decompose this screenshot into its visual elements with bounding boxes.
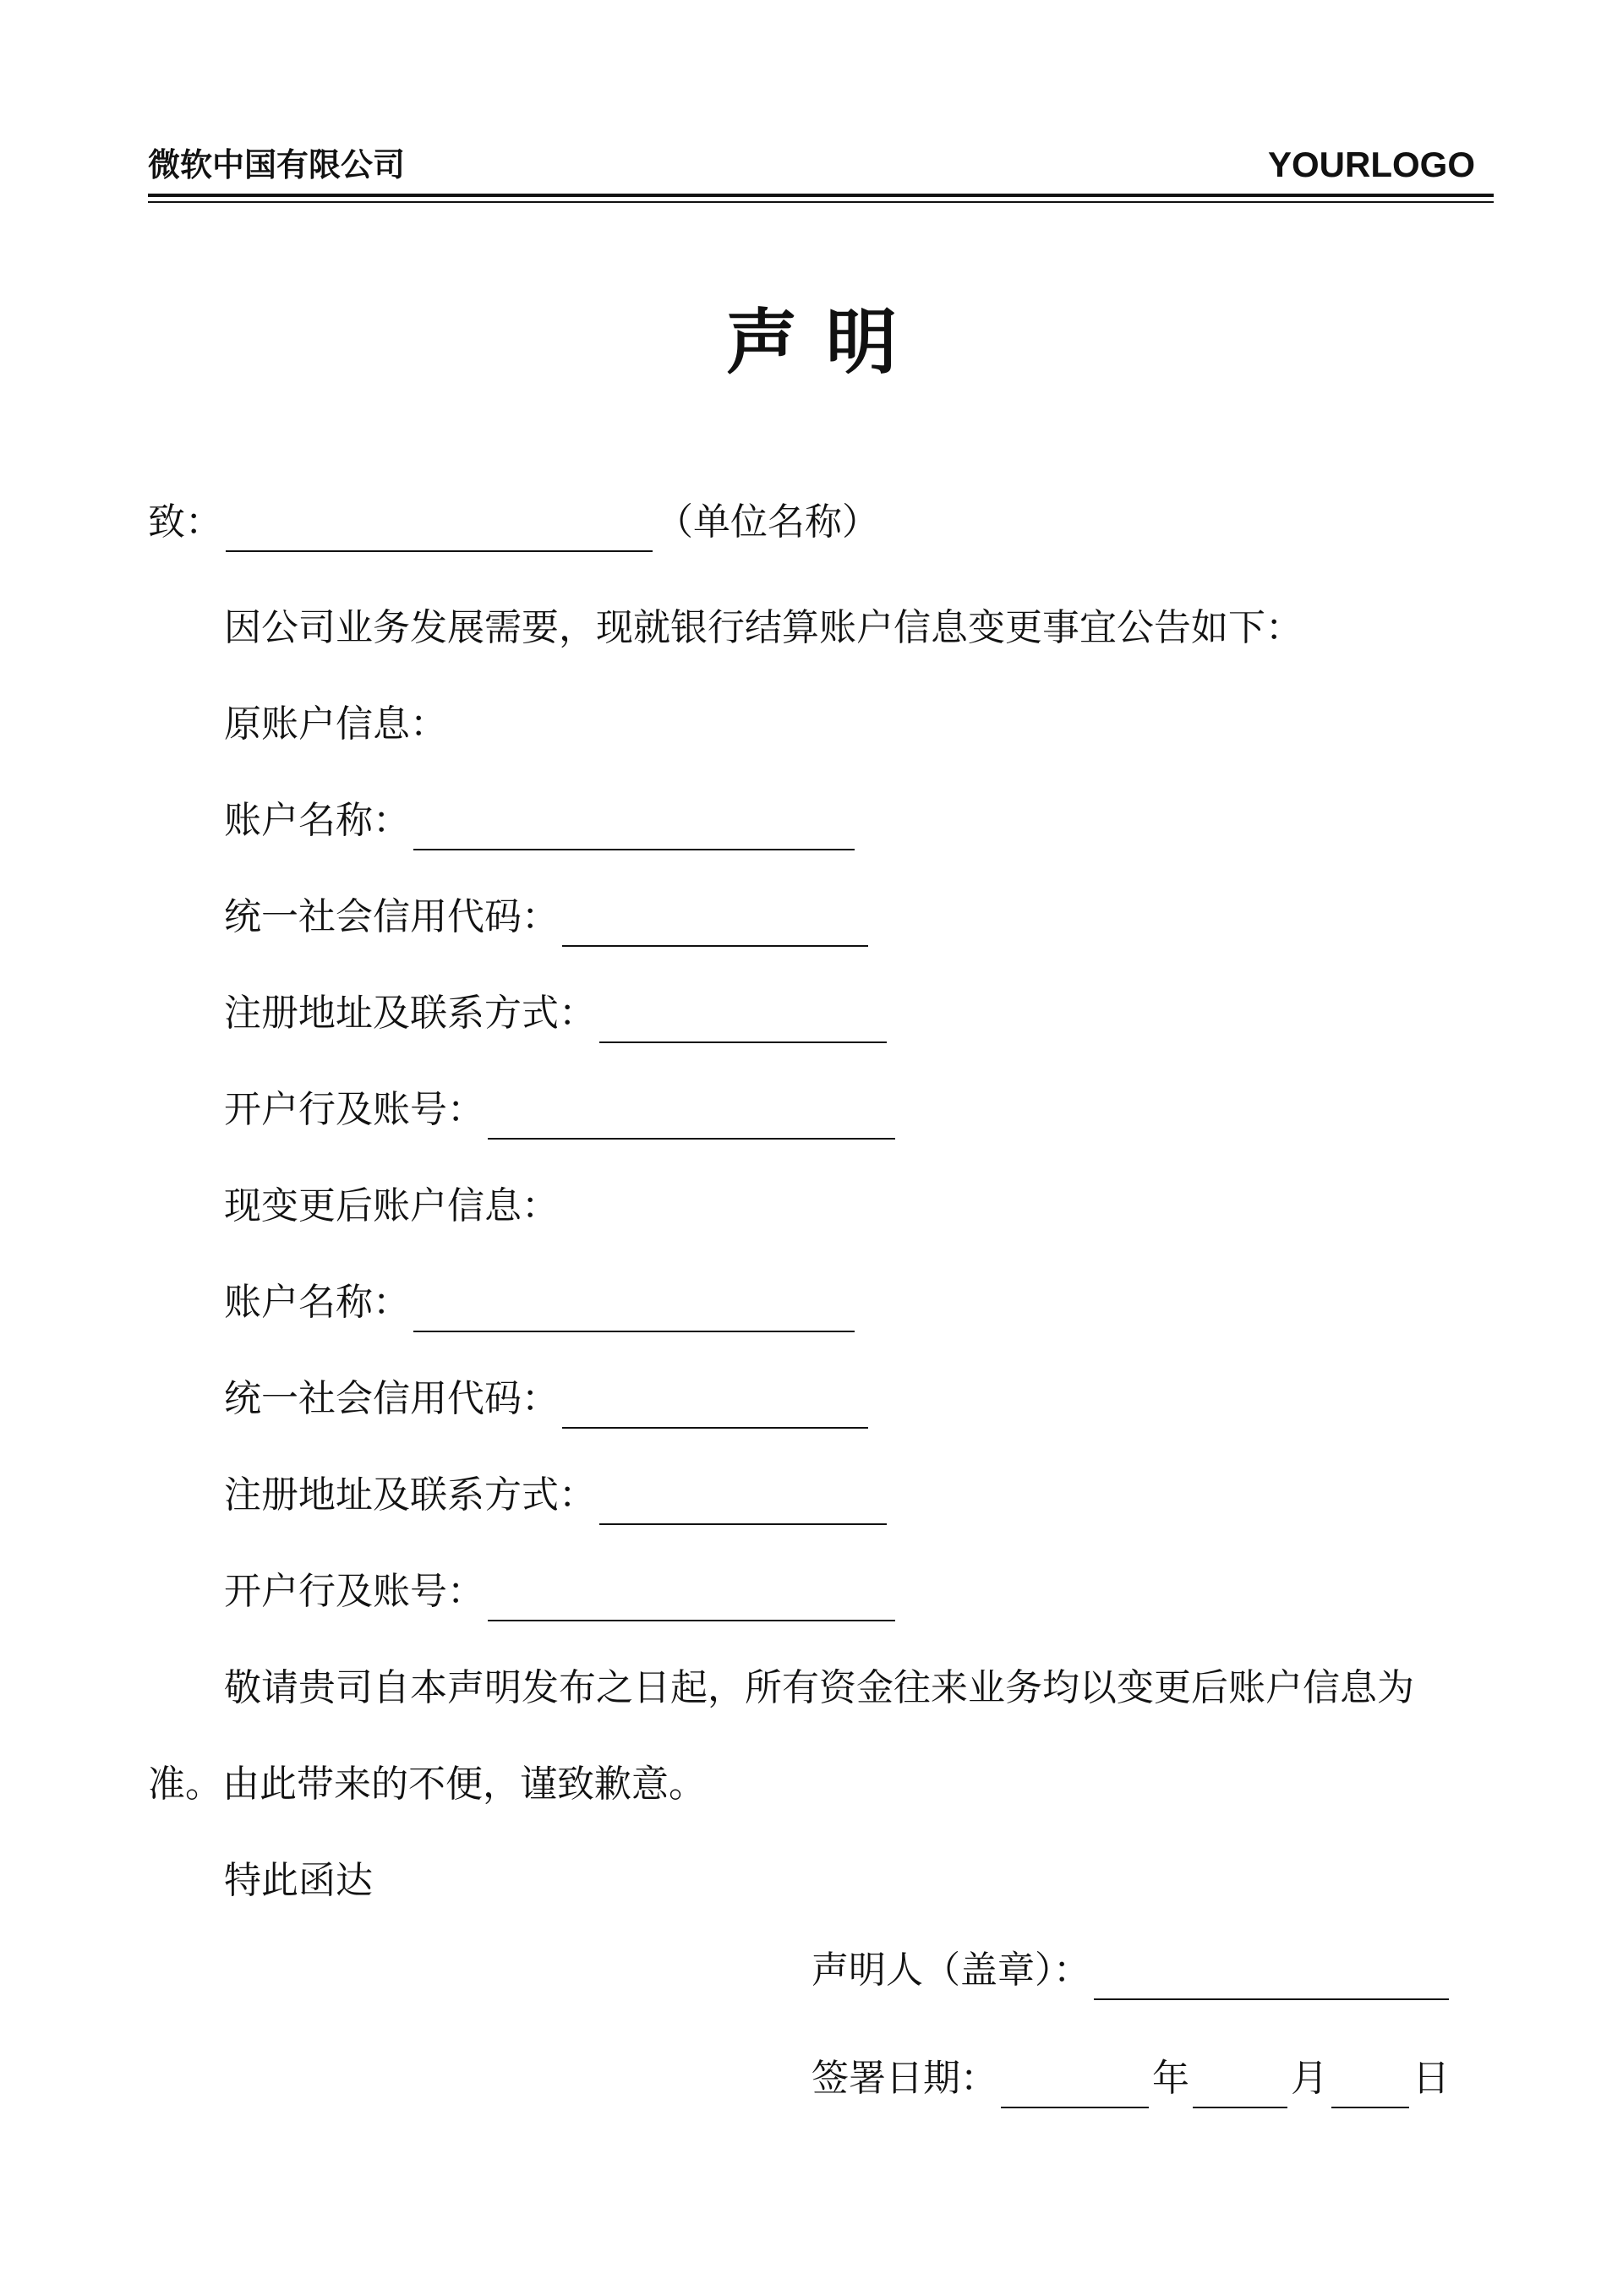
- header-company-name: 微软中国有限公司: [148, 146, 406, 183]
- original-credit-code-line: [224, 888, 872, 947]
- closing-line-1-text: 敬请贵司自本声明发布之日起，所有资金往来业务均以变更后账户信息为: [224, 1666, 1414, 1709]
- header-divider: [148, 194, 1494, 197]
- changed-address-label: 注册地址及联系方式：: [224, 1473, 596, 1517]
- changed-account-name-label: 账户名称：: [224, 1281, 410, 1324]
- header-logo: YOURLOGO: [1267, 145, 1475, 184]
- signing-date-line: [812, 2049, 1450, 2108]
- month-label: 月: [1291, 2057, 1328, 2100]
- original-account-name-blank: [413, 801, 855, 850]
- changed-address-blank: [599, 1476, 887, 1525]
- original-credit-code-blank: [562, 898, 868, 947]
- intro-paragraph: [224, 599, 1303, 658]
- recipient-blank: [226, 503, 653, 552]
- original-address-line: [224, 984, 890, 1043]
- changed-bank-blank: [488, 1572, 895, 1621]
- year-label: 年: [1152, 2057, 1189, 2100]
- changed-credit-code-blank: [562, 1380, 868, 1429]
- recipient-prefix: 致：: [148, 500, 222, 544]
- original-credit-code-label: 统一社会信用代码：: [224, 895, 559, 938]
- changed-address-line: [224, 1466, 890, 1525]
- changed-heading: [224, 1177, 559, 1236]
- declarant-blank: [1094, 1951, 1449, 2000]
- page-title: 声明: [725, 301, 926, 384]
- original-address-blank: [599, 994, 887, 1043]
- changed-bank-label: 开户行及账号：: [224, 1570, 484, 1613]
- recipient-line: [148, 493, 879, 552]
- regards-text: 特此函达: [224, 1859, 373, 1902]
- changed-bank-line: [224, 1562, 899, 1621]
- original-account-name-label: 账户名称：: [224, 799, 410, 842]
- day-label: 日: [1413, 2057, 1450, 2100]
- original-heading-text: 原账户信息：: [224, 702, 447, 746]
- regards-line: [224, 1851, 373, 1911]
- changed-account-name-blank: [413, 1283, 855, 1332]
- declarant-line: [812, 1941, 1452, 2000]
- signing-date-label: 签署日期：: [812, 2057, 997, 2100]
- original-bank-line: [224, 1080, 899, 1140]
- original-account-name-line: [224, 791, 858, 850]
- declarant-label: 声明人（盖章）：: [812, 1949, 1090, 1992]
- month-blank: [1193, 2059, 1287, 2108]
- original-bank-label: 开户行及账号：: [224, 1088, 484, 1131]
- original-bank-blank: [488, 1091, 895, 1140]
- changed-heading-text: 现变更后账户信息：: [224, 1184, 559, 1227]
- original-address-label: 注册地址及联系方式：: [224, 992, 596, 1035]
- original-heading: [224, 695, 447, 754]
- changed-credit-code-label: 统一社会信用代码：: [224, 1377, 559, 1420]
- closing-line-2-text: 准。由此带来的不便，谨致歉意。: [148, 1763, 706, 1806]
- closing-line-2: [148, 1755, 706, 1814]
- year-blank: [1001, 2059, 1149, 2108]
- header-divider-thin: [148, 201, 1494, 203]
- day-blank: [1331, 2059, 1409, 2108]
- changed-credit-code-line: [224, 1369, 872, 1429]
- intro-text: 因公司业务发展需要，现就银行结算账户信息变更事宜公告如下：: [224, 606, 1303, 649]
- closing-line-1: [224, 1659, 1414, 1718]
- recipient-suffix: （单位名称）: [656, 500, 879, 544]
- changed-account-name-line: [224, 1273, 858, 1332]
